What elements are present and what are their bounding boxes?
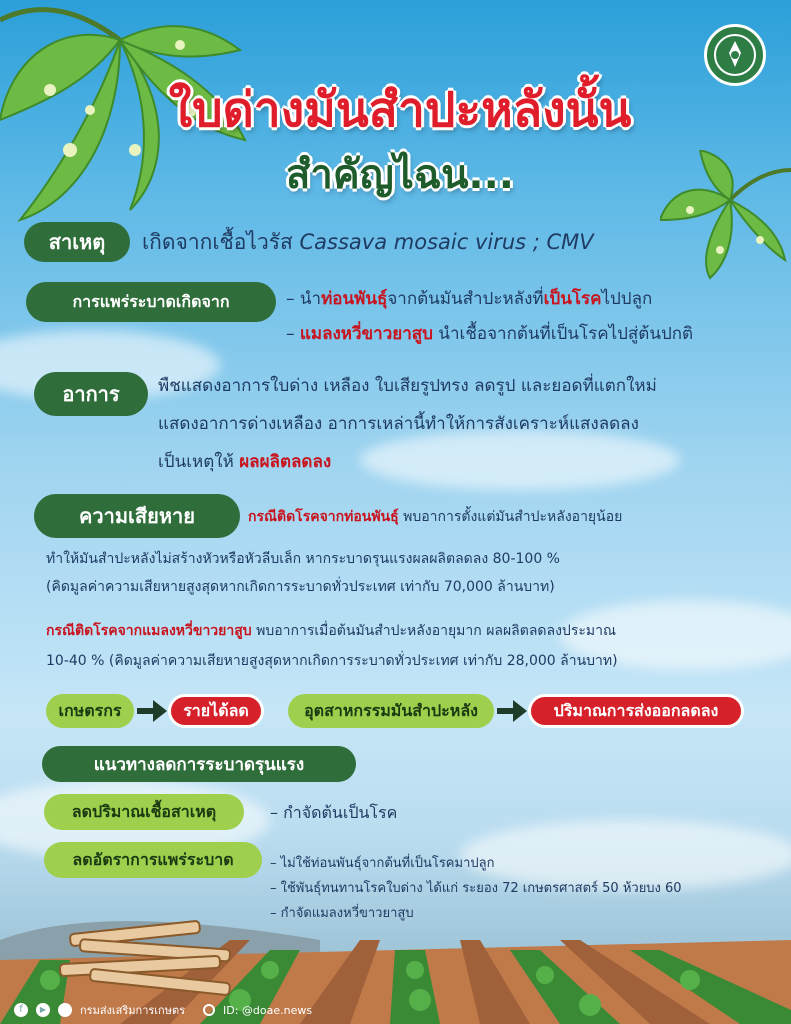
impact-industry: อุตสาหกรรมมันสำปะหลัง — [288, 694, 494, 728]
reduce-spread-item: – ไม่ใช้ท่อนพันธุ์จากต้นที่เป็นโรคมาปลูก — [270, 856, 495, 871]
symptom-label: อาการ — [34, 372, 148, 416]
youtube-icon[interactable]: ▶ — [36, 1003, 50, 1017]
cloud — [360, 430, 680, 490]
symptom-line-2: แสดงอาการด่างเหลือง อาการเหล่านี้ทำให้การสังเคราะห์แสงลดลง — [158, 414, 639, 434]
spread-text: จากต้นมันสำปะหลังที่ — [387, 289, 544, 309]
damage-p2-line-1 — [46, 620, 616, 642]
spread-text: นำเชื้อจากต้นที่เป็นโรคไปสู่ต้นปกติ — [432, 324, 694, 344]
impact-export: ปริมาณการส่งออกลดลง — [528, 694, 744, 728]
symptom-highlight: ผลผลิตลดลง — [239, 452, 332, 472]
spread-text: – — [286, 324, 300, 344]
spread-line-2 — [286, 320, 693, 347]
reduce-spread-item: – ใช้พันธุ์ทนทานโรคใบด่าง ได้แก่ ระยอง 72 เกษตรศาสตร์ 50 ห้วยบง 60 — [270, 881, 682, 896]
reduce-source-label: ลดปริมาณเชื้อสาเหตุ — [44, 794, 244, 830]
footer — [0, 996, 791, 1024]
footer-org: กรมส่งเสริมการเกษตร — [80, 1004, 186, 1017]
cause-virus-name: Cassava mosaic virus ; CMV — [299, 230, 594, 254]
spread-highlight: แมลงหวี่ขาวยาสูบ — [299, 324, 433, 344]
damage-p1-line-1 — [248, 506, 622, 528]
line-icon[interactable] — [58, 1003, 72, 1017]
spread-label: การแพร่ระบาดเกิดจาก — [26, 282, 276, 322]
cause-text-prefix: เกิดจากเชื้อไวรัส — [142, 230, 300, 254]
right-arrow-icon — [497, 700, 527, 722]
cause-label: สาเหตุ — [24, 222, 130, 262]
impact-farmer: เกษตรกร — [46, 694, 134, 728]
footer-line-id: ID: @doae.news — [223, 1003, 313, 1017]
spread-text: – นำ — [286, 289, 322, 309]
damage-p1-line-2: ทำให้มันสำปะหลังไม่สร้างหัวหรือหัวลีบเล็ก หากระบาดรุนแรงผลผลิตลดลง 80-100 % — [46, 551, 560, 567]
spread-highlight: เป็นโรค — [543, 289, 602, 309]
symptom-text: เป็นเหตุให้ — [158, 452, 240, 472]
symptom-line-1: พืชแสดงอาการใบด่าง เหลือง ใบเสียรูปทรง ลดรูป และยอดที่แตกใหม่ — [158, 376, 657, 396]
damage-text: พบอาการตั้งแต่มันสำปะหลังอายุน้อย — [398, 509, 623, 525]
facebook-icon[interactable]: f — [14, 1003, 28, 1017]
line-id-icon — [203, 1004, 215, 1016]
reduce-spread-label: ลดอัตราการแพร่ระบาด — [44, 842, 262, 878]
damage-p2-line-2: 10-40 % (คิดมูลค่าความเสียหายสูงสุดหากเกิดการระบาดทั่วประเทศ เท่ากับ 28,000 ล้านบาท) — [46, 653, 618, 669]
spread-highlight: ท่อนพันธุ์ — [321, 289, 388, 309]
symptom-line-3 — [158, 448, 331, 475]
damage-p1-line-3: (คิดมูลค่าความเสียหายสูงสุดหากเกิดการระบาดทั่วประเทศ เท่ากับ 70,000 ล้านบาท) — [46, 579, 555, 595]
damage-highlight: กรณีติดโรคจากท่อนพันธุ์ — [248, 509, 399, 525]
impact-income: รายได้ลด — [168, 694, 264, 728]
damage-highlight: กรณีติดโรคจากแมลงหวี่ขาวยาสูบ — [46, 623, 252, 639]
page-title: ใบด่างมันสำปะหลังนั้น — [168, 82, 632, 138]
damage-label: ความเสียหาย — [34, 494, 240, 538]
page-subtitle: สำคัญไฉน... — [285, 152, 514, 198]
guideline-label: แนวทางลดการระบาดรุนแรง — [42, 746, 356, 782]
spread-text: ไปปลูก — [601, 289, 653, 309]
reduce-spread-item: – กำจัดแมลงหวี่ขาวยาสูบ — [270, 906, 414, 921]
cause-text — [142, 226, 594, 259]
damage-text: พบอาการเมื่อต้นมันสำปะหลังอายุมาก ผลผลิตลดลงประมาณ — [251, 623, 616, 639]
spread-line-1 — [286, 285, 652, 312]
reduce-source-item: – กำจัดต้นเป็นโรค — [270, 803, 398, 822]
right-arrow-icon — [137, 700, 167, 722]
